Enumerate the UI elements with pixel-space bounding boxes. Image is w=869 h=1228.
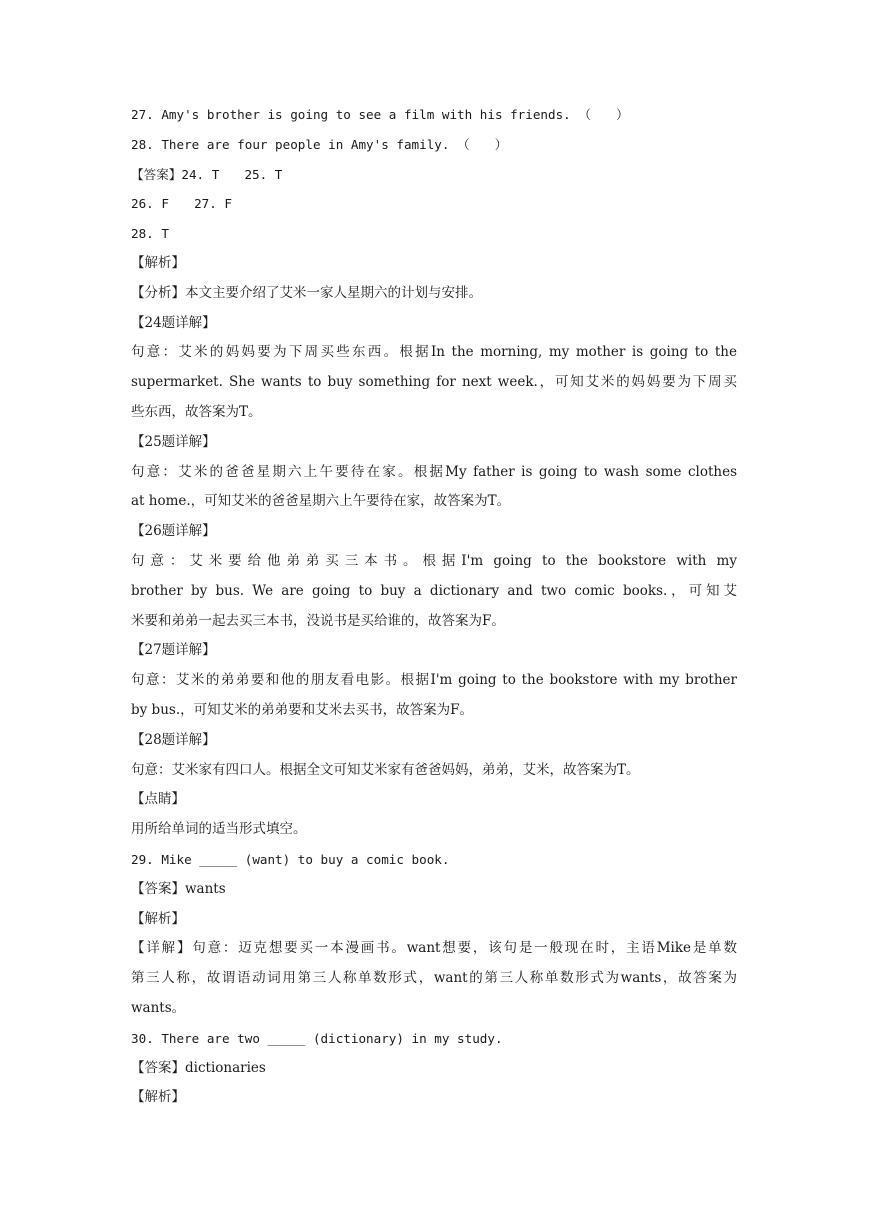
overview-text: 【分析】本文主要介绍了艾米一家人星期六的计划与安排。 (131, 284, 482, 301)
q26-detail-text: 句意：艾米要给他弟弟买三本书。根据I'm going to the bookstore with my (131, 552, 737, 569)
q27-detail-heading: 【27题详解】 (131, 642, 216, 659)
analysis-heading: 【解析】 (131, 254, 185, 271)
q26-detail-text: brother by bus. We are going to buy a dictionary and two comic books.，可知艾 (131, 582, 737, 599)
tips-heading: 【点睛】 (131, 791, 185, 808)
question-28: 28. There are four people in Amy's family. （ ） (131, 136, 508, 152)
question-30: 30. There are two _____ (dictionary) in my study. (131, 1030, 503, 1046)
q24-detail-text: 句意：艾米的妈妈要为下周买些东西。根据In the morning, my mother is going to the (131, 344, 737, 361)
q29-analysis-heading: 【解析】 (131, 910, 185, 927)
answer-line: 28. T (131, 226, 169, 242)
q27-detail-text: by bus.，可知艾米的弟弟要和艾米去买书，故答案为F。 (131, 701, 473, 718)
q24-detail-text: supermarket. She wants to buy something for next week.，可知艾米的妈妈要为下周买 (131, 374, 737, 391)
answer-line: 26. F 27. F (131, 196, 233, 212)
section-instruction: 用所给单词的适当形式填空。 (131, 821, 307, 838)
q27-detail-text: 句意：艾米的弟弟要和他的朋友看电影。根据I'm going to the bookstore with my brother (131, 672, 737, 689)
q25-detail-text: at home.，可知艾米的爸爸星期六上午要待在家，故答案为T。 (131, 493, 511, 510)
q29-answer: 【答案】wants (131, 880, 226, 897)
q29-detail-text: 第三人称，故谓语动词用第三人称单数形式，want的第三人称单数形式为wants，故答案为 (131, 970, 737, 987)
q24-detail-heading: 【24题详解】 (131, 314, 216, 331)
document-page (131, 100, 737, 1113)
q30-analysis-heading: 【解析】 (131, 1089, 185, 1106)
q26-detail-text: 米要和弟弟一起去买三本书，没说书是买给谁的，故答案为F。 (131, 612, 505, 629)
q30-answer: 【答案】dictionaries (131, 1059, 266, 1076)
q29-detail-text: wants。 (131, 999, 186, 1016)
q24-detail-text: 些东西，故答案为T。 (131, 403, 262, 420)
q26-detail-heading: 【26题详解】 (131, 523, 216, 540)
answer-heading: 【答案】24. T 25. T (131, 166, 283, 182)
q28-detail-heading: 【28题详解】 (131, 731, 216, 748)
q25-detail-text: 句意：艾米的爸爸星期六上午要待在家。根据My father is going to wash some clothes (131, 463, 737, 480)
q29-detail-text: 【详解】句意：迈克想要买一本漫画书。want想要，该句是一般现在时，主语Mike是单数 (131, 940, 737, 957)
q25-detail-heading: 【25题详解】 (131, 433, 216, 450)
question-29: 29. Mike _____ (want) to buy a comic book. (131, 851, 450, 867)
q28-detail-text: 句意：艾米家有四口人。根据全文可知艾米家有爸爸妈妈，弟弟，艾米，故答案为T。 (131, 761, 640, 778)
question-27: 27. Amy's brother is going to see a film with his friends. （ ） (131, 107, 629, 122)
